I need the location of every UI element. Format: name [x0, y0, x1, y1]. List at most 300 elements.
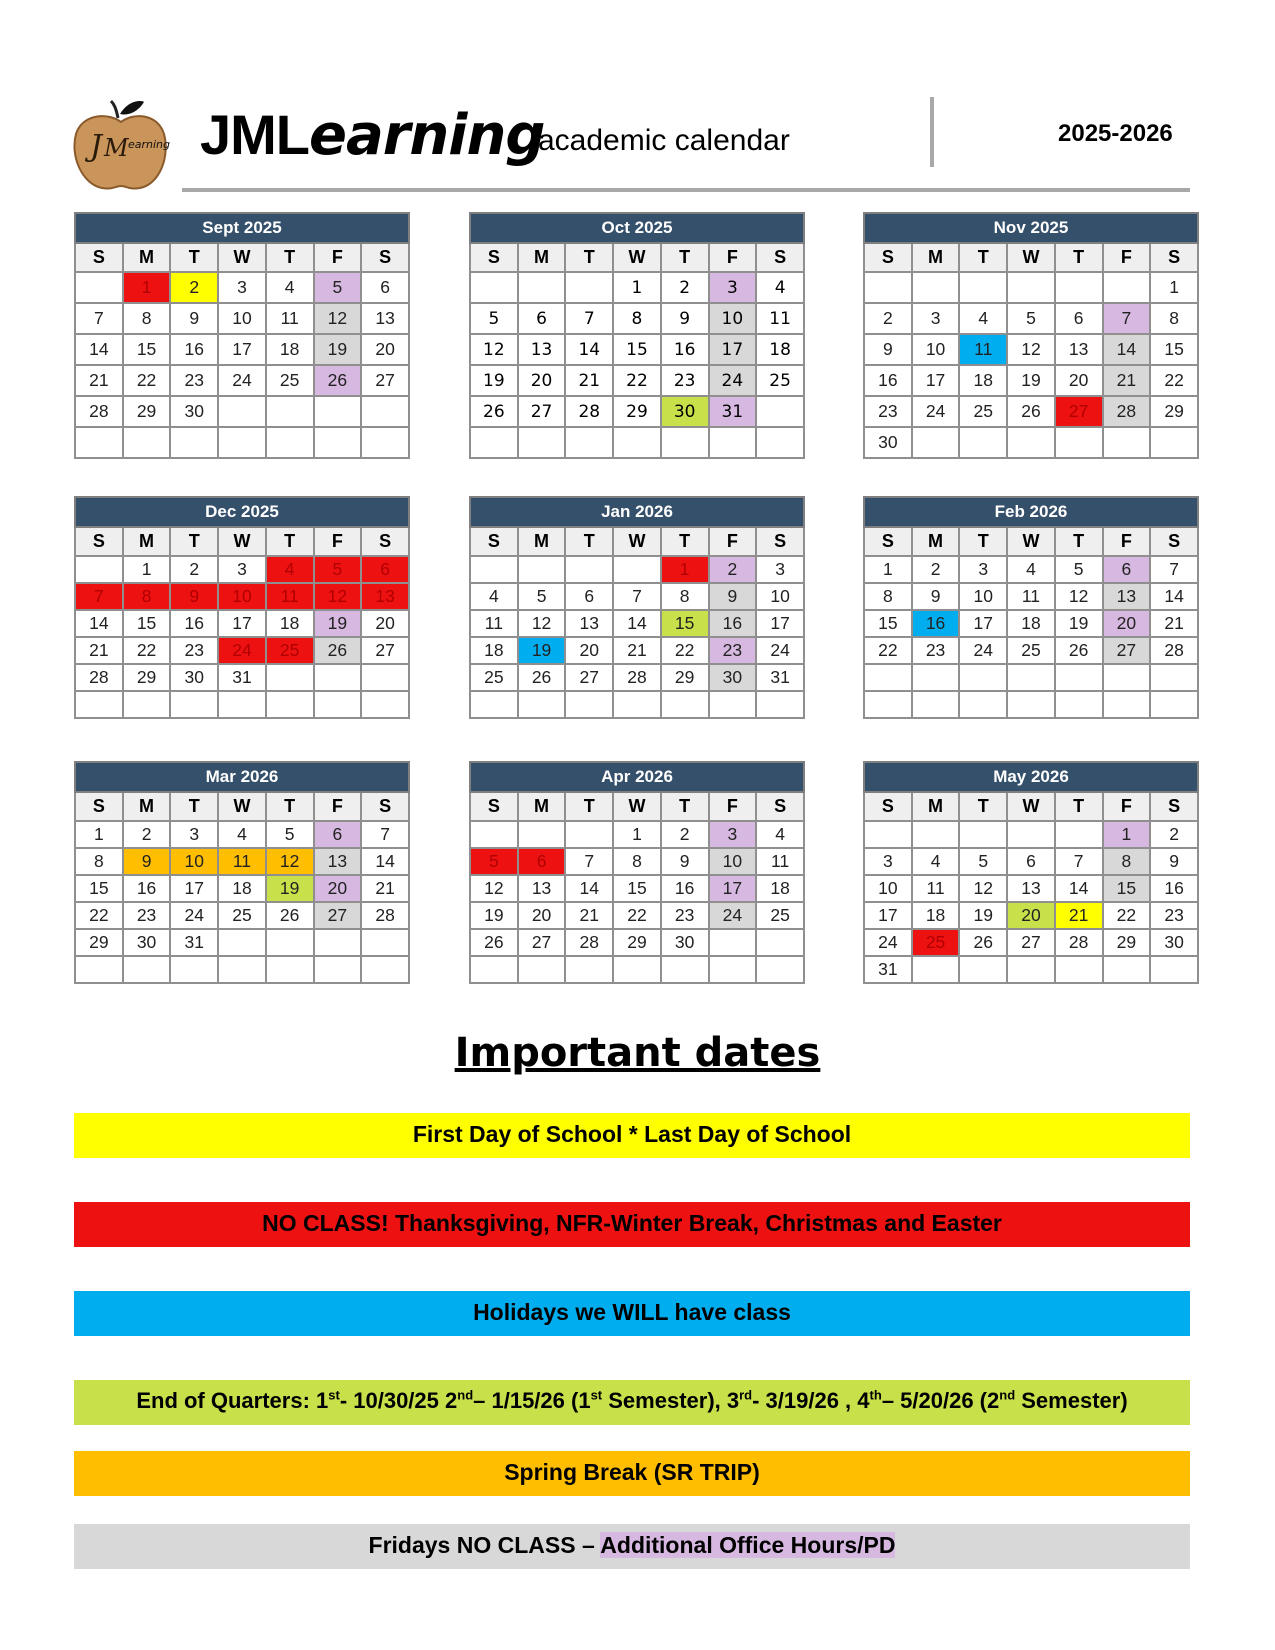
day-cell: [1055, 427, 1103, 458]
weekday-label: T: [565, 243, 613, 272]
week-row: [75, 334, 409, 365]
day-cell: 9: [123, 848, 171, 875]
day-cell: [1103, 664, 1151, 691]
day-cell: 17: [959, 610, 1007, 637]
week-row: [75, 902, 409, 929]
day-cell: [1055, 664, 1103, 691]
legend-spring-break: Spring Break (SR TRIP): [74, 1451, 1190, 1496]
day-cell: 6: [1055, 303, 1103, 334]
day-cell: [361, 664, 409, 691]
day-cell: 12: [959, 875, 1007, 902]
day-cell: 22: [75, 902, 123, 929]
day-cell: 17: [864, 902, 912, 929]
day-cell: [912, 272, 960, 303]
day-cell: 3: [170, 821, 218, 848]
day-cell: 7: [1103, 303, 1151, 334]
legend-no-class: NO CLASS! Thanksgiving, NFR-Winter Break, Christmas and Easter: [74, 1202, 1190, 1247]
apple-logo: [66, 98, 176, 193]
day-cell: 29: [75, 929, 123, 956]
day-cell: [170, 956, 218, 983]
weekday-label: S: [1150, 527, 1198, 556]
quarters-prefix: End of Quarters: 1: [136, 1388, 329, 1413]
month-feb-2026: [863, 496, 1199, 719]
day-cell: 26: [314, 365, 362, 396]
week-row: [470, 956, 804, 983]
day-cell: 12: [1055, 583, 1103, 610]
day-cell: [613, 556, 661, 583]
day-cell: 25: [1007, 637, 1055, 664]
weekday-label: T: [170, 527, 218, 556]
weekday-label: T: [661, 243, 709, 272]
day-cell: [518, 272, 566, 303]
month-title: Dec 2025: [75, 497, 409, 527]
s1-sup: st: [590, 1387, 603, 1403]
day-cell: 28: [1055, 929, 1103, 956]
day-cell: 21: [565, 365, 613, 396]
day-cell: 14: [1150, 583, 1198, 610]
weekday-label: T: [565, 792, 613, 821]
day-cell: 21: [565, 902, 613, 929]
day-cell: [1150, 956, 1198, 983]
day-cell: 11: [470, 610, 518, 637]
weekday-label: F: [314, 792, 362, 821]
day-cell: 15: [123, 610, 171, 637]
week-row: [864, 664, 1198, 691]
week-row: [75, 637, 409, 664]
day-cell: 28: [1103, 396, 1151, 427]
weekday-label: T: [959, 527, 1007, 556]
day-cell: 12: [518, 610, 566, 637]
day-cell: [709, 929, 757, 956]
day-cell: 9: [170, 303, 218, 334]
day-cell: [1103, 691, 1151, 718]
day-cell: 7: [613, 583, 661, 610]
day-cell: 27: [314, 902, 362, 929]
week-row: [75, 303, 409, 334]
weekday-label: T: [959, 792, 1007, 821]
day-cell: 18: [218, 875, 266, 902]
day-cell: 8: [661, 583, 709, 610]
day-cell: 8: [613, 848, 661, 875]
day-cell: 3: [756, 556, 804, 583]
day-cell: 28: [613, 664, 661, 691]
day-cell: 17: [218, 334, 266, 365]
week-row: [470, 902, 804, 929]
month-title: Jan 2026: [470, 497, 804, 527]
day-cell: [314, 929, 362, 956]
day-cell: 6: [518, 303, 566, 334]
day-cell: [123, 427, 171, 458]
q3-sup: rd: [739, 1387, 753, 1403]
day-cell: 17: [218, 610, 266, 637]
day-cell: 13: [1103, 583, 1151, 610]
day-cell: [1055, 691, 1103, 718]
weekday-label: M: [518, 792, 566, 821]
day-cell: 20: [1055, 365, 1103, 396]
day-cell: 24: [756, 637, 804, 664]
week-row: [75, 664, 409, 691]
day-cell: 30: [709, 664, 757, 691]
day-cell: 12: [314, 583, 362, 610]
weekday-label: W: [613, 527, 661, 556]
day-cell: 11: [756, 848, 804, 875]
day-cell: [565, 556, 613, 583]
day-cell: 10: [709, 303, 757, 334]
day-cell: [864, 821, 912, 848]
day-cell: 28: [565, 396, 613, 427]
day-cell: 4: [959, 303, 1007, 334]
week-row: [864, 821, 1198, 848]
weekday-label: F: [709, 243, 757, 272]
day-cell: 25: [218, 902, 266, 929]
weekday-label: S: [75, 243, 123, 272]
day-cell: 24: [912, 396, 960, 427]
weekday-label: M: [123, 527, 171, 556]
weekday-label: S: [361, 527, 409, 556]
day-cell: 2: [1150, 821, 1198, 848]
day-cell: 25: [266, 637, 314, 664]
weekday-label: S: [470, 792, 518, 821]
week-row: [470, 848, 804, 875]
day-cell: 25: [470, 664, 518, 691]
day-cell: 4: [756, 821, 804, 848]
day-cell: 2: [661, 821, 709, 848]
day-cell: 2: [912, 556, 960, 583]
day-cell: [361, 427, 409, 458]
day-cell: 9: [864, 334, 912, 365]
day-cell: 2: [123, 821, 171, 848]
weekday-label: S: [864, 243, 912, 272]
day-cell: [959, 272, 1007, 303]
day-cell: 15: [123, 334, 171, 365]
day-cell: 3: [218, 556, 266, 583]
day-cell: 15: [613, 334, 661, 365]
day-cell: 2: [170, 272, 218, 303]
day-cell: 6: [565, 583, 613, 610]
weekday-label: M: [912, 527, 960, 556]
weekday-label: M: [518, 527, 566, 556]
week-row: [470, 427, 804, 458]
day-cell: 9: [709, 583, 757, 610]
day-cell: [218, 956, 266, 983]
week-row: [470, 691, 804, 718]
weekday-label: M: [912, 792, 960, 821]
day-cell: 8: [1103, 848, 1151, 875]
month-mar-2026: [74, 761, 410, 984]
day-cell: 26: [959, 929, 1007, 956]
day-cell: 26: [470, 396, 518, 427]
semester-1: Semester), 3: [602, 1388, 740, 1413]
day-cell: 11: [912, 875, 960, 902]
day-cell: 19: [1055, 610, 1103, 637]
day-cell: 20: [565, 637, 613, 664]
day-cell: 8: [864, 583, 912, 610]
day-cell: 14: [565, 334, 613, 365]
q2-sup: nd: [457, 1387, 474, 1403]
day-cell: [565, 272, 613, 303]
weekday-label: S: [361, 792, 409, 821]
day-cell: [361, 396, 409, 427]
weekday-label: S: [470, 527, 518, 556]
day-cell: 18: [266, 334, 314, 365]
day-cell: 31: [218, 664, 266, 691]
week-row: [470, 929, 804, 956]
day-cell: 30: [864, 427, 912, 458]
day-cell: 28: [75, 396, 123, 427]
day-cell: 16: [123, 875, 171, 902]
day-cell: 29: [613, 929, 661, 956]
day-cell: [709, 956, 757, 983]
day-cell: 11: [1007, 583, 1055, 610]
day-cell: [266, 691, 314, 718]
month-title: May 2026: [864, 762, 1198, 792]
day-cell: 24: [218, 365, 266, 396]
day-cell: 23: [123, 902, 171, 929]
day-cell: 19: [470, 902, 518, 929]
day-cell: 12: [1007, 334, 1055, 365]
week-row: [75, 396, 409, 427]
day-cell: [613, 691, 661, 718]
weekday-label: W: [1007, 527, 1055, 556]
week-row: [470, 637, 804, 664]
month-title: Feb 2026: [864, 497, 1198, 527]
day-cell: 26: [1007, 396, 1055, 427]
day-cell: [912, 956, 960, 983]
week-row: [470, 303, 804, 334]
day-cell: 17: [709, 875, 757, 902]
day-cell: 7: [75, 583, 123, 610]
day-cell: 24: [864, 929, 912, 956]
day-cell: [709, 691, 757, 718]
day-cell: 21: [75, 637, 123, 664]
day-cell: [314, 691, 362, 718]
day-cell: 4: [266, 556, 314, 583]
day-cell: 10: [170, 848, 218, 875]
day-cell: [756, 691, 804, 718]
s2-sup: nd: [999, 1387, 1016, 1403]
weekday-label: W: [613, 792, 661, 821]
day-cell: 10: [218, 583, 266, 610]
q4-sup: th: [869, 1387, 882, 1403]
day-cell: 11: [959, 334, 1007, 365]
day-cell: 15: [864, 610, 912, 637]
day-cell: [1007, 956, 1055, 983]
day-cell: [661, 427, 709, 458]
day-cell: [912, 664, 960, 691]
day-cell: [314, 956, 362, 983]
day-cell: 14: [361, 848, 409, 875]
header-divider: [182, 188, 1190, 192]
day-cell: [864, 272, 912, 303]
day-cell: 30: [661, 929, 709, 956]
day-cell: 20: [1007, 902, 1055, 929]
day-cell: [470, 427, 518, 458]
day-cell: [959, 427, 1007, 458]
day-cell: [912, 691, 960, 718]
week-row: [470, 610, 804, 637]
month-title: Mar 2026: [75, 762, 409, 792]
day-cell: 20: [518, 902, 566, 929]
day-cell: 4: [1007, 556, 1055, 583]
day-cell: [518, 556, 566, 583]
day-cell: 22: [864, 637, 912, 664]
day-cell: [518, 821, 566, 848]
day-cell: 3: [709, 272, 757, 303]
weekday-label: S: [470, 243, 518, 272]
day-cell: [170, 691, 218, 718]
legend-first-last-day: First Day of School * Last Day of School: [74, 1113, 1190, 1158]
day-cell: [266, 929, 314, 956]
day-cell: [470, 821, 518, 848]
day-cell: 20: [361, 610, 409, 637]
weekday-label: F: [1103, 243, 1151, 272]
day-cell: 26: [266, 902, 314, 929]
weekday-label: F: [314, 243, 362, 272]
day-cell: [864, 664, 912, 691]
day-cell: 23: [709, 637, 757, 664]
day-cell: 30: [661, 396, 709, 427]
day-cell: [518, 427, 566, 458]
week-row: [75, 427, 409, 458]
day-cell: [123, 691, 171, 718]
day-cell: 10: [709, 848, 757, 875]
day-cell: 13: [1007, 875, 1055, 902]
day-cell: 10: [959, 583, 1007, 610]
week-row: [75, 691, 409, 718]
day-cell: 7: [565, 303, 613, 334]
day-cell: 5: [1007, 303, 1055, 334]
day-cell: 3: [709, 821, 757, 848]
day-cell: 23: [170, 365, 218, 396]
day-cell: [1007, 821, 1055, 848]
brand-script: earning: [309, 103, 545, 168]
weekday-label: S: [756, 792, 804, 821]
day-cell: 7: [565, 848, 613, 875]
weekday-label: F: [709, 527, 757, 556]
weekday-label: S: [1150, 243, 1198, 272]
day-cell: 20: [361, 334, 409, 365]
day-cell: 19: [1007, 365, 1055, 396]
day-cell: 14: [75, 610, 123, 637]
day-cell: 22: [1103, 902, 1151, 929]
day-cell: 7: [1055, 848, 1103, 875]
day-cell: 31: [170, 929, 218, 956]
day-cell: 12: [314, 303, 362, 334]
day-cell: [218, 427, 266, 458]
day-cell: 10: [864, 875, 912, 902]
day-cell: 1: [613, 821, 661, 848]
day-cell: 22: [661, 637, 709, 664]
week-row: [864, 875, 1198, 902]
day-cell: 31: [709, 396, 757, 427]
day-cell: 12: [266, 848, 314, 875]
semester-2: Semester): [1015, 1388, 1128, 1413]
week-row: [864, 956, 1198, 983]
weekday-label: W: [613, 243, 661, 272]
day-cell: [218, 691, 266, 718]
day-cell: [266, 396, 314, 427]
weekday-label: T: [170, 792, 218, 821]
day-cell: 21: [1150, 610, 1198, 637]
weekday-label: W: [218, 243, 266, 272]
day-cell: [266, 427, 314, 458]
q4-date: – 5/20/26 (2: [881, 1388, 1000, 1413]
month-nov-2025: [863, 212, 1199, 459]
weekday-label: T: [661, 792, 709, 821]
day-cell: [170, 427, 218, 458]
day-cell: 5: [314, 556, 362, 583]
day-cell: 10: [912, 334, 960, 365]
week-row: [75, 556, 409, 583]
day-cell: 20: [314, 875, 362, 902]
day-cell: 6: [361, 556, 409, 583]
day-cell: 27: [361, 637, 409, 664]
day-cell: 21: [1103, 365, 1151, 396]
day-cell: 19: [470, 365, 518, 396]
svg-text:J: J: [90, 129, 103, 164]
week-row: [75, 875, 409, 902]
important-dates-title: Important dates: [454, 1030, 821, 1076]
day-cell: 15: [613, 875, 661, 902]
day-cell: 5: [470, 303, 518, 334]
weekday-label: M: [123, 243, 171, 272]
day-cell: 16: [170, 610, 218, 637]
day-cell: 16: [864, 365, 912, 396]
week-row: [470, 556, 804, 583]
day-cell: 28: [75, 664, 123, 691]
brand-prefix: JML: [200, 103, 309, 166]
day-cell: 5: [1055, 556, 1103, 583]
day-cell: [470, 556, 518, 583]
day-cell: 13: [1055, 334, 1103, 365]
day-cell: [361, 956, 409, 983]
day-cell: 23: [661, 365, 709, 396]
day-cell: 23: [864, 396, 912, 427]
day-cell: 3: [959, 556, 1007, 583]
day-cell: 3: [864, 848, 912, 875]
day-cell: [470, 956, 518, 983]
day-cell: 9: [661, 848, 709, 875]
day-cell: 2: [661, 272, 709, 303]
week-row: [864, 272, 1198, 303]
day-cell: 6: [518, 848, 566, 875]
day-cell: 2: [170, 556, 218, 583]
day-cell: [314, 396, 362, 427]
q1-sup: st: [328, 1387, 340, 1403]
day-cell: 21: [361, 875, 409, 902]
day-cell: 23: [912, 637, 960, 664]
day-cell: 7: [75, 303, 123, 334]
day-cell: [959, 956, 1007, 983]
day-cell: 6: [1103, 556, 1151, 583]
brand-name: [200, 102, 544, 168]
day-cell: 27: [518, 929, 566, 956]
day-cell: [661, 691, 709, 718]
weekday-label: T: [170, 243, 218, 272]
day-cell: 14: [1055, 875, 1103, 902]
day-cell: 18: [912, 902, 960, 929]
day-cell: [959, 821, 1007, 848]
day-cell: 25: [756, 902, 804, 929]
week-row: [864, 583, 1198, 610]
week-row: [470, 396, 804, 427]
day-cell: [1103, 427, 1151, 458]
day-cell: [756, 427, 804, 458]
day-cell: 30: [170, 664, 218, 691]
day-cell: 10: [756, 583, 804, 610]
day-cell: 28: [565, 929, 613, 956]
weekday-label: S: [75, 792, 123, 821]
